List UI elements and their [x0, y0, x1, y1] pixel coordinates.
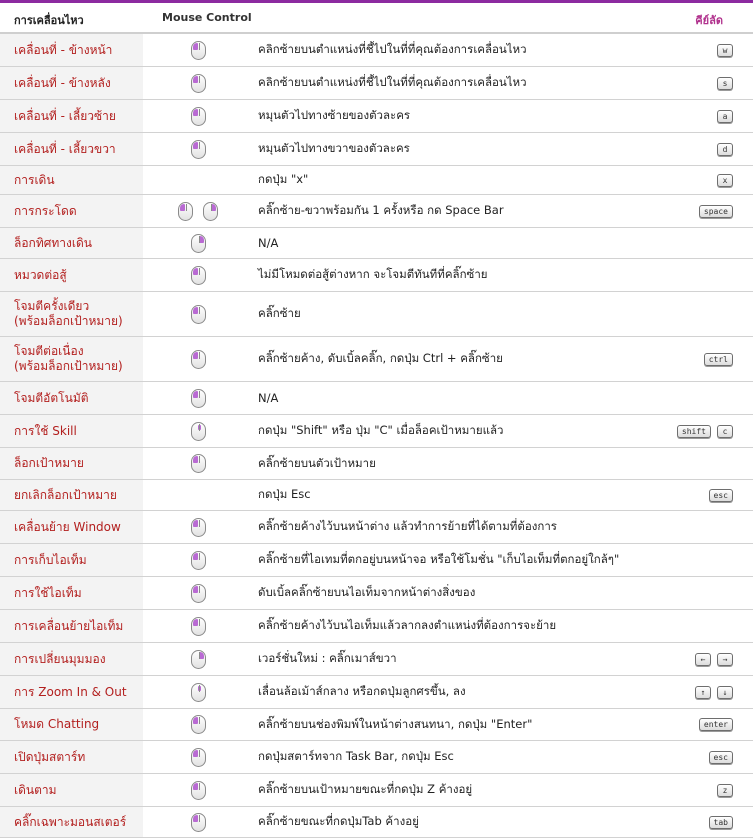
table-row [0, 774, 753, 807]
table-row [0, 259, 753, 292]
shortcut-cell [695, 676, 733, 708]
table-body [0, 34, 753, 838]
mouse-control-cell [143, 709, 253, 740]
mouse-left-click-icon [191, 266, 206, 285]
action-label: เคลื่อนที่ - เลี้ยวซ้าย [0, 100, 143, 132]
mouse-left-click-icon [191, 305, 206, 324]
table-row [0, 741, 753, 774]
mouse-left-click-icon [191, 107, 206, 126]
mouse-wheel-click-icon [191, 683, 206, 702]
mouse-button-highlight-icon [193, 456, 198, 463]
shortcut-cell [717, 133, 733, 165]
shortcut-cell [717, 774, 733, 806]
mouse-control-cell [143, 511, 253, 543]
mouse-button-highlight-icon [180, 204, 185, 211]
keycap-→: → [717, 653, 733, 666]
keycap-tab: tab [709, 816, 733, 829]
keycap-←: ← [695, 653, 711, 666]
mouse-control-cell [143, 67, 253, 99]
mouse-control-cell [143, 195, 253, 227]
action-label: ล็อกทิศทางเดิน [0, 228, 143, 258]
description-text: เลื่อนล้อเม้าส์กลาง หรือกดปุ่มลูกศรขึ้น, ลง [258, 684, 466, 698]
description-text: คลิ๊กซ้าย-ขวาพร้อมกัน 1 ครั้งหรือ กด Space Bar [258, 203, 504, 217]
description-text: ดับเบิ้ลคลิ๊กซ้ายบนไอเท็มจากหน้าต่างสิ่งของ [258, 585, 476, 599]
action-label: เปิดปุ่มสตาร์ท [0, 741, 143, 773]
keycap-space: space [699, 205, 733, 218]
mouse-button-highlight-icon [193, 43, 198, 50]
shortcut-cell [717, 67, 733, 99]
keycap-c: c [717, 425, 733, 438]
table-row [0, 292, 753, 337]
table-row [0, 610, 753, 643]
mouse-wheel-click-icon [191, 422, 206, 441]
description-text: คลิกซ้ายบนตำแหน่งที่ชี้ไปในที่ที่คุณต้องการเคลื่อนไหว [258, 75, 527, 89]
shortcut-cell [717, 100, 733, 132]
action-label: โจมตีครั้งเดียว (พร้อมล็อกเป้าหมาย) [0, 292, 143, 336]
action-label: เคลื่อนที่ - ข้างหลัง [0, 67, 143, 99]
description-text: N/A [258, 391, 279, 405]
table-row [0, 709, 753, 741]
mouse-control-cell [143, 166, 253, 194]
action-label: ล็อกเป้าหมาย [0, 448, 143, 479]
mouse-control-cell [143, 382, 253, 414]
mouse-button-highlight-icon [199, 236, 204, 243]
mouse-control-cell [143, 133, 253, 165]
description-text: กดปุ่มสตาร์ทจาก Task Bar, กดปุ่ม Esc [258, 749, 454, 763]
action-label: ยกเลิกล็อกเป้าหมาย [0, 480, 143, 510]
mouse-left-click-icon [191, 140, 206, 159]
mouse-left-click-icon [191, 389, 206, 408]
mouse-control-cell [143, 100, 253, 132]
description-text: ไม่มีโหมดต่อสู้ต่างหาก จะโจมตีทันทีที่คลิ๊กซ้าย [258, 267, 488, 281]
table-row [0, 67, 753, 100]
shortcut-cell [717, 166, 733, 194]
mouse-control-cell [143, 577, 253, 609]
mouse-button-highlight-icon [193, 520, 198, 527]
mouse-left-click-icon [191, 617, 206, 636]
mouse-control-cell [143, 480, 253, 510]
mouse-left-click-icon [178, 202, 193, 221]
keycap-d: d [717, 143, 733, 156]
shortcut-cell [699, 709, 733, 740]
shortcut-cell [677, 415, 733, 447]
mouse-button-highlight-icon [193, 619, 198, 626]
description-text: คลิ๊กซ้ายค้างไว้บนไอเท็มแล้วลากลงตำแหน่งที่ต้องการจะย้าย [258, 618, 557, 632]
description-text: คลิ๊กซ้ายขณะที่กดปุ่มTab ค้างอยู่ [258, 814, 419, 828]
mouse-control-cell [143, 643, 253, 675]
action-label: คลิ๊กเฉพาะมอนสเตอร์ [0, 807, 143, 837]
action-label: โจมตีต่อเนื่อง (พร้อมล็อกเป้าหมาย) [0, 337, 143, 381]
action-label: เคลื่อนที่ - ข้างหน้า [0, 34, 143, 66]
mouse-left-click-icon [191, 584, 206, 603]
mouse-button-highlight-icon [198, 425, 201, 430]
action-label: การ Zoom In & Out [0, 676, 143, 708]
mouse-button-highlight-icon [193, 76, 198, 83]
mouse-left-click-icon [191, 781, 206, 800]
table-row [0, 807, 753, 838]
action-label: เคลื่อนที่ - เลี้ยวขวา [0, 133, 143, 165]
mouse-button-highlight-icon [193, 391, 198, 398]
action-label: การเดิน [0, 166, 143, 194]
description-text: N/A [258, 236, 279, 250]
header-shortcut: คีย์ลัด [695, 14, 723, 27]
table-row [0, 100, 753, 133]
keycap-esc: esc [709, 751, 733, 764]
description-text: คลิ๊กซ้ายที่ไอเทมที่ตกอยู่บนหน้าจอ หรือใช้โมชั่น "เก็บไอเท็มที่ตกอยู่ใกล้ๆ" [258, 552, 620, 566]
table-row [0, 448, 753, 480]
description-text: เวอร์ชั่นใหม่ : คลิ๊กเมาส์ขวา [258, 651, 397, 665]
mouse-left-click-icon [191, 454, 206, 473]
action-label: การเปลี่ยนมุมมอง [0, 643, 143, 675]
keycap-s: s [717, 77, 733, 90]
action-label: เคลื่อนย้าย Window [0, 511, 143, 543]
shortcut-cell [704, 337, 733, 381]
action-label: เดินตาม [0, 774, 143, 806]
action-label: การเคลื่อนย้ายไอเท็ม [0, 610, 143, 642]
mouse-control-cell [143, 34, 253, 66]
shortcut-cell [709, 480, 733, 510]
action-label: โจมตีอัตโนมัติ [0, 382, 143, 414]
keycap-x: x [717, 174, 733, 187]
action-label: การใช้ Skill [0, 415, 143, 447]
keycap-↓: ↓ [717, 686, 733, 699]
shortcut-cell [717, 34, 733, 66]
action-label: โหมด Chatting [0, 709, 143, 740]
mouse-left-click-icon [191, 518, 206, 537]
table-row [0, 34, 753, 67]
table-row [0, 480, 753, 511]
description-text: กดปุ่ม "Shift" หรือ ปุ่ม "C" เมื่อล็อคเป้าหมายแล้ว [258, 423, 504, 437]
description-text: คลิ๊กซ้ายค้าง, ดับเบิ้ลคลิ๊ก, กดปุ่ม Ctrl + คลิ๊กซ้าย [258, 351, 503, 365]
mouse-button-highlight-icon [193, 750, 198, 757]
mouse-button-highlight-icon [193, 783, 198, 790]
mouse-left-click-icon [191, 551, 206, 570]
keycap-enter: enter [699, 718, 733, 731]
mouse-button-highlight-icon [193, 268, 198, 275]
description-text: คลิ๊กซ้าย [258, 306, 301, 320]
mouse-left-click-icon [191, 813, 206, 832]
table-row [0, 166, 753, 195]
description-text: คลิ๊กซ้ายบนเป้าหมายขณะที่กดปุ่ม Z ค้างอยู่ [258, 782, 473, 796]
keycap-w: w [717, 44, 733, 57]
description-text: หมุนตัวไปทางซ้ายของตัวละคร [258, 108, 411, 122]
mouse-button-highlight-icon [193, 142, 198, 149]
mouse-right-click-icon [191, 234, 206, 253]
mouse-left-click-icon [191, 74, 206, 93]
description-text: กดปุ่ม Esc [258, 487, 311, 501]
table-row [0, 676, 753, 709]
table-row [0, 337, 753, 382]
mouse-button-highlight-icon [193, 815, 198, 822]
table-header [0, 0, 753, 34]
mouse-control-cell [143, 610, 253, 642]
table-row [0, 133, 753, 166]
shortcut-cell [709, 741, 733, 773]
mouse-control-cell [143, 337, 253, 381]
mouse-button-highlight-icon [193, 586, 198, 593]
mouse-button-highlight-icon [193, 352, 198, 359]
shortcut-cell [709, 807, 733, 837]
description-text: คลิ๊กซ้ายบนช่องพิมพ์ในหน้าต่างสนทนา, กดปุ่ม "Enter" [258, 716, 533, 731]
mouse-control-cell [143, 259, 253, 291]
mouse-button-highlight-icon [193, 717, 198, 724]
mouse-button-highlight-icon [193, 307, 198, 314]
mouse-button-highlight-icon [193, 553, 198, 560]
mouse-left-click-icon [191, 748, 206, 767]
keycap-shift: shift [677, 425, 711, 438]
keycap-a: a [717, 110, 733, 123]
mouse-control-cell [143, 774, 253, 806]
mouse-button-highlight-icon [193, 109, 198, 116]
mouse-button-highlight-icon [199, 652, 204, 659]
mouse-button-highlight-icon [211, 204, 216, 211]
shortcut-cell [695, 643, 733, 675]
header-mouse-control: Mouse Control [162, 11, 252, 24]
mouse-control-cell [143, 741, 253, 773]
mouse-left-click-icon [191, 350, 206, 369]
keycap-ctrl: ctrl [704, 353, 733, 366]
table-row [0, 643, 753, 676]
mouse-right-click-icon [191, 650, 206, 669]
description-text: คลิกซ้ายบนตำแหน่งที่ชี้ไปในที่ที่คุณต้องการเคลื่อนไหว [258, 42, 527, 56]
header-action: การเคลื่อนไหว [14, 14, 84, 27]
mouse-control-cell [143, 415, 253, 447]
mouse-control-cell [143, 448, 253, 479]
action-label: การใช้ไอเท็ม [0, 577, 143, 609]
table-row [0, 511, 753, 544]
mouse-left-click-icon [191, 41, 206, 60]
action-label: หมวดต่อสู้ [0, 259, 143, 291]
mouse-control-cell [143, 544, 253, 576]
table-row [0, 577, 753, 610]
table-row [0, 195, 753, 228]
mouse-control-cell [143, 292, 253, 336]
mouse-button-highlight-icon [198, 686, 201, 691]
description-text: คลิ๊กซ้ายบนตัวเป้าหมาย [258, 455, 376, 470]
mouse-control-cell [143, 228, 253, 258]
action-label: การเก็บไอเท็ม [0, 544, 143, 576]
mouse-control-cell [143, 807, 253, 837]
description-text: คลิ๊กซ้ายค้างไว้บนหน้าต่าง แล้วทำการย้ายที่ได้ตามที่ต้องการ [258, 519, 557, 533]
mouse-control-cell [143, 676, 253, 708]
keycap-z: z [717, 784, 733, 797]
mouse-right-click-icon [203, 202, 218, 221]
description-text: กดปุ่ม "x" [258, 172, 309, 186]
keycap-↑: ↑ [695, 686, 711, 699]
table-row [0, 544, 753, 577]
shortcut-cell [699, 195, 733, 227]
table-row [0, 228, 753, 259]
table-row [0, 382, 753, 415]
mouse-left-click-icon [191, 715, 206, 734]
action-label: การกระโดด [0, 195, 143, 227]
keycap-esc: esc [709, 489, 733, 502]
description-text: หมุนตัวไปทางขวาของตัวละคร [258, 141, 410, 155]
table-row [0, 415, 753, 448]
